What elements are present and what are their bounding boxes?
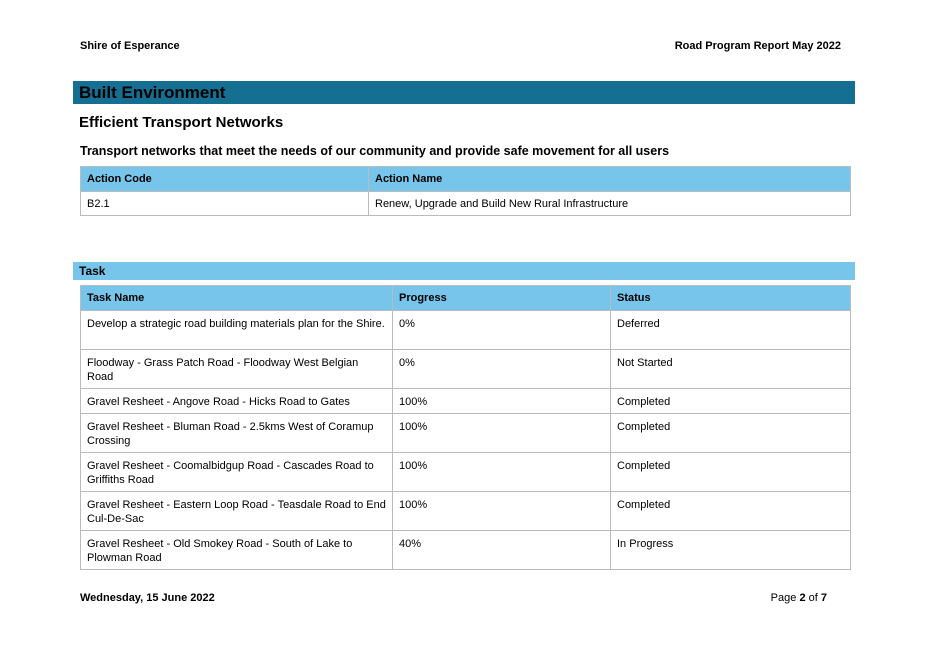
task-name-header: Task Name: [81, 286, 393, 311]
status-cell: Completed: [611, 389, 851, 414]
task-name-cell: Gravel Resheet - Bluman Road - 2.5kms West of Coramup Crossing: [81, 414, 393, 453]
report-title: Road Program Report May 2022: [674, 40, 841, 52]
action-code-header: Action Code: [81, 167, 369, 192]
task-name-cell: Develop a strategic road building materials plan for the Shire.: [81, 311, 393, 350]
table-row: [81, 453, 851, 492]
status-cell: In Progress: [611, 531, 851, 570]
page-number: [771, 592, 827, 604]
task-name-cell: Gravel Resheet - Eastern Loop Road - Teasdale Road to End Cul-De-Sac: [81, 492, 393, 531]
task-name-cell: Gravel Resheet - Angove Road - Hicks Road to Gates: [81, 389, 393, 414]
task-name-cell: Gravel Resheet - Coomalbidgup Road - Cascades Road to Griffiths Road: [81, 453, 393, 492]
progress-cell: 40%: [393, 531, 611, 570]
page-prefix: Page: [770, 592, 797, 604]
progress-cell: 0%: [393, 311, 611, 350]
table-row: [81, 192, 851, 216]
progress-header: Progress: [393, 286, 611, 311]
task-table: [80, 285, 851, 570]
section-subtitle: Efficient Transport Networks: [79, 114, 284, 131]
status-cell: Completed: [611, 453, 851, 492]
page-total: 7: [820, 592, 827, 604]
action-table: [80, 166, 851, 216]
section-description: Transport networks that meet the needs of our community and provide safe movement for all users: [80, 144, 670, 158]
action-code-cell: B2.1: [81, 192, 369, 216]
progress-cell: 100%: [393, 389, 611, 414]
progress-cell: 100%: [393, 492, 611, 531]
status-header: Status: [611, 286, 851, 311]
status-cell: Completed: [611, 492, 851, 531]
status-cell: Not Started: [611, 350, 851, 389]
status-cell: Deferred: [611, 311, 851, 350]
section-title: Built Environment: [73, 81, 855, 104]
table-row: [81, 311, 851, 350]
table-row: [81, 389, 851, 414]
action-table-header: [81, 167, 851, 192]
status-cell: Completed: [611, 414, 851, 453]
table-row: [81, 414, 851, 453]
task-name-cell: Gravel Resheet - Old Smokey Road - South of Lake to Plowman Road: [81, 531, 393, 570]
action-name-header: Action Name: [369, 167, 851, 192]
page-of: of: [808, 592, 818, 604]
report-date: Wednesday, 15 June 2022: [80, 592, 215, 604]
task-section-title: Task: [73, 262, 855, 280]
progress-cell: 0%: [393, 350, 611, 389]
page-current: 2: [799, 592, 806, 604]
table-row: [81, 531, 851, 570]
task-table-header: [81, 286, 851, 311]
table-row: [81, 350, 851, 389]
action-name-cell: Renew, Upgrade and Build New Rural Infrastructure: [369, 192, 851, 216]
task-name-cell: Floodway - Grass Patch Road - Floodway West Belgian Road: [81, 350, 393, 389]
table-row: [81, 492, 851, 531]
progress-cell: 100%: [393, 414, 611, 453]
progress-cell: 100%: [393, 453, 611, 492]
organization-name: Shire of Esperance: [80, 40, 180, 52]
